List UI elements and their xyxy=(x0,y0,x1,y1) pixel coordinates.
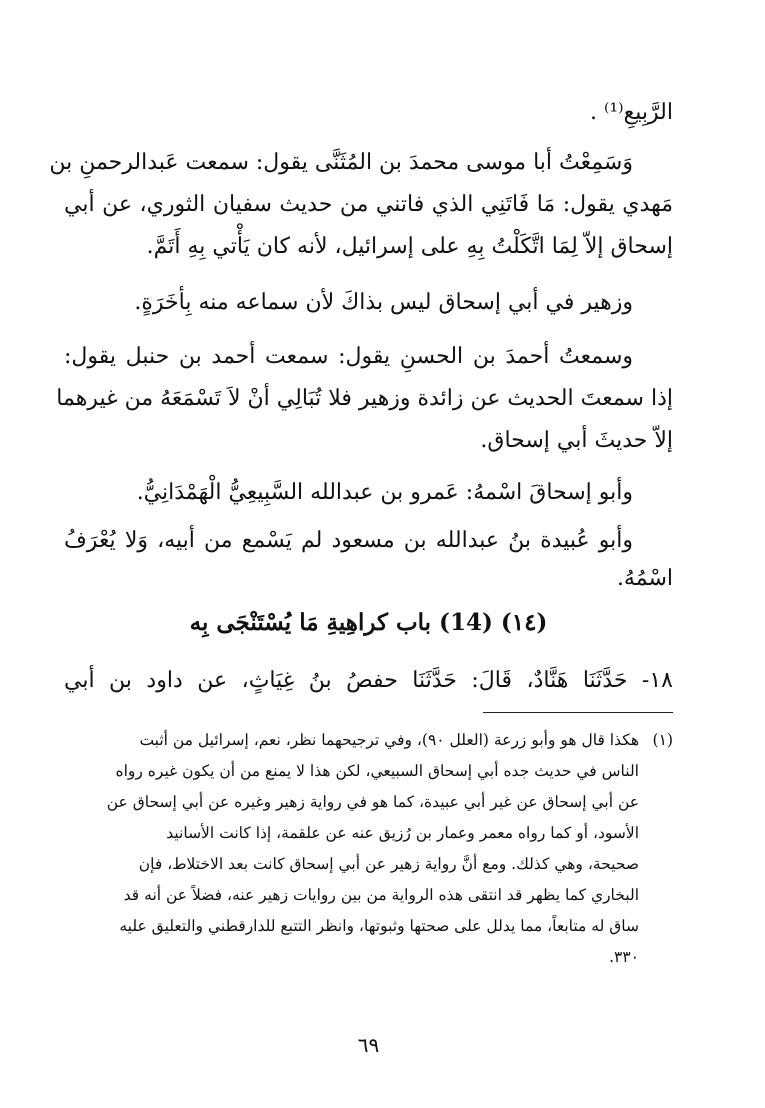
book-page xyxy=(49,0,673,1108)
footnote-line: عن أبي إسحاق عن غير أبي عبيدة، كما هو في رواية زهير وغيره عن أبي إسحاق عن xyxy=(106,793,639,811)
text-line: وأبو عُبيدة بنُ عبدالله بن مسعود لم يَسْمع من أبيه، وَلا يُعْرَفُ xyxy=(64,528,633,553)
footnote-line: ٣٣٠. xyxy=(609,948,639,966)
footnote-line: الناس في حديث جده أبي إسحاق السبيعي، لكن هذا لا يمنع من أن يكون غيره رواه xyxy=(115,762,639,780)
footnote-line xyxy=(64,728,673,753)
text-line: ١٨- حَدَّثَنَا هَنَّادٌ، قَالَ: حَدَّثَنَا حفصُ بنُ غِيَاثٍ، عن داود بن أبي xyxy=(64,668,673,693)
footnote-line: الأسود، أو كما رواه معمر وعمار بن رُزيق عنه عن علقمة، إذا كانت الأسانيد xyxy=(166,824,639,842)
footnote-divider xyxy=(483,712,673,713)
text-line: وَسَمِعْتُ أبا موسى محمدَ بن المُثَنَّى يقول: سمعت عَبدالرحمنِ بن xyxy=(49,150,633,175)
text-line: إلاّ حديثَ أبي إسحاق. xyxy=(480,428,673,453)
text-line: وسمعتُ أحمدَ بن الحسنِ يقول: سمعت أحمد بن حنبل يقول: xyxy=(64,344,633,369)
footnote-line: البخاري كما يظهر قد انتقى هذه الرواية من بين روايات زهير عنه، فضلاً عن أنه قد xyxy=(123,886,639,904)
text-line: وزهير في أبي إسحاق ليس بذاكَ لأن سماعه منه بِأخَرَةٍ. xyxy=(134,290,633,315)
text-line: إذا سمعتَ الحديث عن زائدة وزهير فلا تُبَالِي أنْ لاَ تَسْمَعَهُ من غيرهما xyxy=(56,386,673,411)
page-number: ٦٩ xyxy=(357,1033,380,1057)
footnote-line: ساق له متابعاً، مما يدلل على صحتها وثبوتها، وانظر التتبع للدارقطني والتعليق عليه xyxy=(119,917,639,935)
text-line: اسْمُهُ. xyxy=(616,566,673,591)
footnote-text: هكذا قال هو وأبو زرعة (العلل ٩٠)، وفي ترجيحهما نظر، نعم، إسرائيل من أثبت xyxy=(139,731,639,749)
footnote-line: صحيحة، وهي كذلك. ومع أنَّ رواية زهير عن أبي إسحاق كانت بعد الاختلاط، فإن xyxy=(138,855,639,873)
text-line: إسحاق إلاّ لِمَا اتَّكَلْتُ بِهِ على إسرائيل، لأنه كان يَأْتي بِهِ أَتَمَّ. xyxy=(146,234,673,259)
text-line: مَهدي يقول: مَا فَاتَنِي الذي فاتني من حديث سفيان الثوري، عن أبي xyxy=(64,192,673,217)
footnote-number: (١) xyxy=(652,731,673,749)
section-heading: (١٤) (14) باب كراهِيةِ مَا يُسْتَنْجَى بِه xyxy=(189,609,548,636)
text-line: وأبو إسحاقَ اسْمهُ: عَمرو بن عبدالله السَّبِيعِيُّ الْهَمْدَانِيُّ. xyxy=(136,480,633,505)
text-line: الرَّبِيعِ⁽¹⁾ . xyxy=(589,100,673,125)
